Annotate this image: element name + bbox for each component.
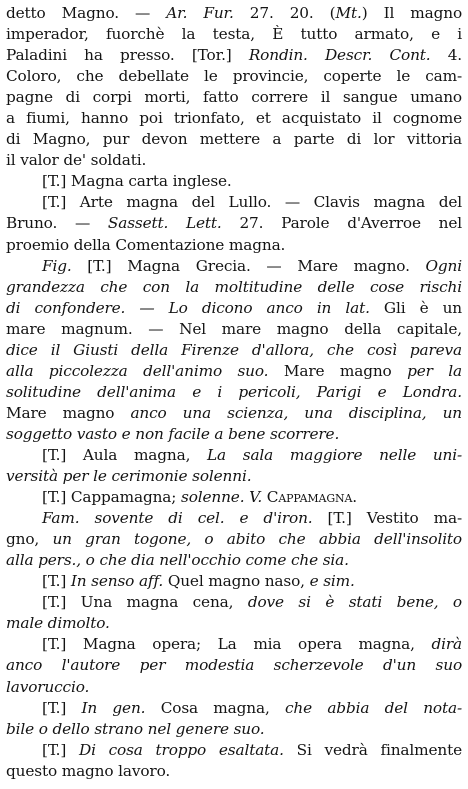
text-line [6,150,462,171]
text-line [6,235,462,256]
italic-text: dove si è stati bene, o [247,593,462,612]
italic-text: Fig. [42,256,72,275]
text-line [6,508,462,529]
text-line [6,698,462,719]
roman-text: [T.] Una magna cena, [42,593,248,612]
italic-text: dice il Giusti della Firenze d'allora, che così pareva [6,340,462,359]
roman-text: [T.] Vestito ma- [312,509,462,528]
small-caps-text: Cappamagna [266,488,353,507]
roman-text: [T.] Cappamagna; [42,488,181,507]
roman-text: questo magno lavoro. [6,761,171,780]
text-line [6,487,462,508]
text-line [6,45,462,66]
text-line [6,655,462,676]
italic-text: grandezza che con la moltitudine delle cose rischi [6,277,462,296]
text-line [6,108,462,129]
roman-text: 27. Parole d'Averroe nel [221,214,463,233]
text-line [6,213,462,234]
text-line [6,3,462,24]
roman-text: [T.] Magna opera; La mia opera magna, [42,635,432,654]
text-line [6,761,462,782]
text-line [6,361,462,382]
roman-text: [T.] Magna carta inglese. [42,172,232,191]
roman-text: mare magnum. — Nel mare magno della capitale, [6,319,462,338]
roman-text: Paladini ha presso. [Tor.] [6,46,249,65]
italic-text: alla pers., o che dia nell'occhio come che sia. [6,551,349,570]
text-line [6,550,462,571]
italic-text: Ar. Fur. [166,4,234,22]
roman-text: ) Il magno [361,4,463,22]
italic-text: soggetto vasto e non facile a bene scorrere. [6,424,340,443]
roman-text: 27. 20. ( [233,4,336,22]
roman-text: [T.] Arte magna del Lullo. — Clavis magna del [42,193,462,212]
italic-text: un gran togone, o abito che abbia dell'insolito [52,530,462,549]
italic-text: dirà [431,635,462,654]
italic-text: per la [407,361,463,380]
roman-text: detto Magno. — [6,4,167,22]
roman-text: imperador, fuorchè la testa, È tutto armato, e i [6,25,462,44]
text-line [6,445,462,466]
text-line [6,677,462,698]
roman-text: [T.] [42,572,71,591]
italic-text: Sassett. Lett. [107,214,222,233]
italic-text: versità per le cerimonie solenni. [6,467,252,486]
roman-text: Coloro, che debellate le provincie, coperte le cam- [6,67,462,86]
text-line [6,466,462,487]
italic-text: solenne. V. [181,488,263,507]
roman-text: [T.] [42,698,82,717]
roman-text: Gli è un [369,298,462,317]
italic-text: La sala maggiore nelle uni- [207,445,463,464]
text-line [6,719,462,740]
roman-text: Bruno. — [6,214,108,233]
text-line [6,403,462,424]
roman-text: Mare magno [268,361,408,380]
italic-text: In gen. [81,698,146,717]
text-line [6,382,462,403]
roman-text: . [352,488,357,507]
text-line [6,571,462,592]
roman-text: Mare magno [6,403,131,422]
text-line [6,424,462,445]
italic-text: solitudine dell'anima e i pericoli, Parigi e Londra. [6,382,462,401]
text-line [6,740,462,761]
italic-text: Rondin. Descr. Cont. [248,46,431,65]
text-line [6,592,462,613]
roman-text: Si vedrà finalmente [283,740,462,759]
text-line [6,87,462,108]
roman-text: gno, [6,530,53,549]
text-line [6,319,462,340]
text-line [6,613,462,634]
roman-text: [T.] Magna Grecia. — Mare magno. [71,256,426,275]
text-line [6,129,462,150]
italic-text: male dimolto. [6,614,110,633]
italic-text: anco una scienza, una disciplina, un [130,403,462,422]
italic-text: di confondere. — Lo dicono anco in lat. [6,298,370,317]
roman-text: [T.] Aula magna, [42,445,208,464]
italic-text: Ogni [425,256,462,275]
italic-text: Fam. sovente di cel. e d'iron. [42,509,313,528]
text-line [6,277,462,298]
text-line [6,66,462,87]
italic-text: Di cosa troppo esaltata. [78,740,284,759]
text-line [6,171,462,192]
roman-text: Cosa magna, [145,698,285,717]
italic-text: lavoruccio. [6,677,90,696]
italic-text: alla piccolezza dell'animo suo. [6,361,269,380]
text-line [6,634,462,655]
text-line [6,24,462,45]
roman-text: pagne di corpi morti, fatto correre il sangue umano [6,88,462,107]
roman-text: 4. [430,46,462,65]
roman-text: Quel magno naso, [163,572,310,591]
italic-text: Mt. [335,4,362,22]
roman-text: il valor de' soldati. [6,151,147,170]
italic-text: bile o dello strano nel genere suo. [6,719,265,738]
italic-text: che abbia del nota- [284,698,462,717]
roman-text: [T.] [42,740,79,759]
roman-text: proemio della Comentazione magna. [6,235,286,254]
roman-text: a fiumi, hanno poi trionfato, et acquistato il cognome [6,109,462,128]
text-line [6,298,462,319]
roman-text: di Magno, pur devon mettere a parte di lor vittoria [6,130,462,149]
italic-text: e sim. [309,572,355,591]
text-line [6,256,462,277]
text-line [6,340,462,361]
italic-text: In senso aff. [70,572,164,591]
text-line [6,529,462,550]
text-line [6,192,462,213]
italic-text: anco l'autore per modestia scherzevole d'un suo [6,656,462,675]
